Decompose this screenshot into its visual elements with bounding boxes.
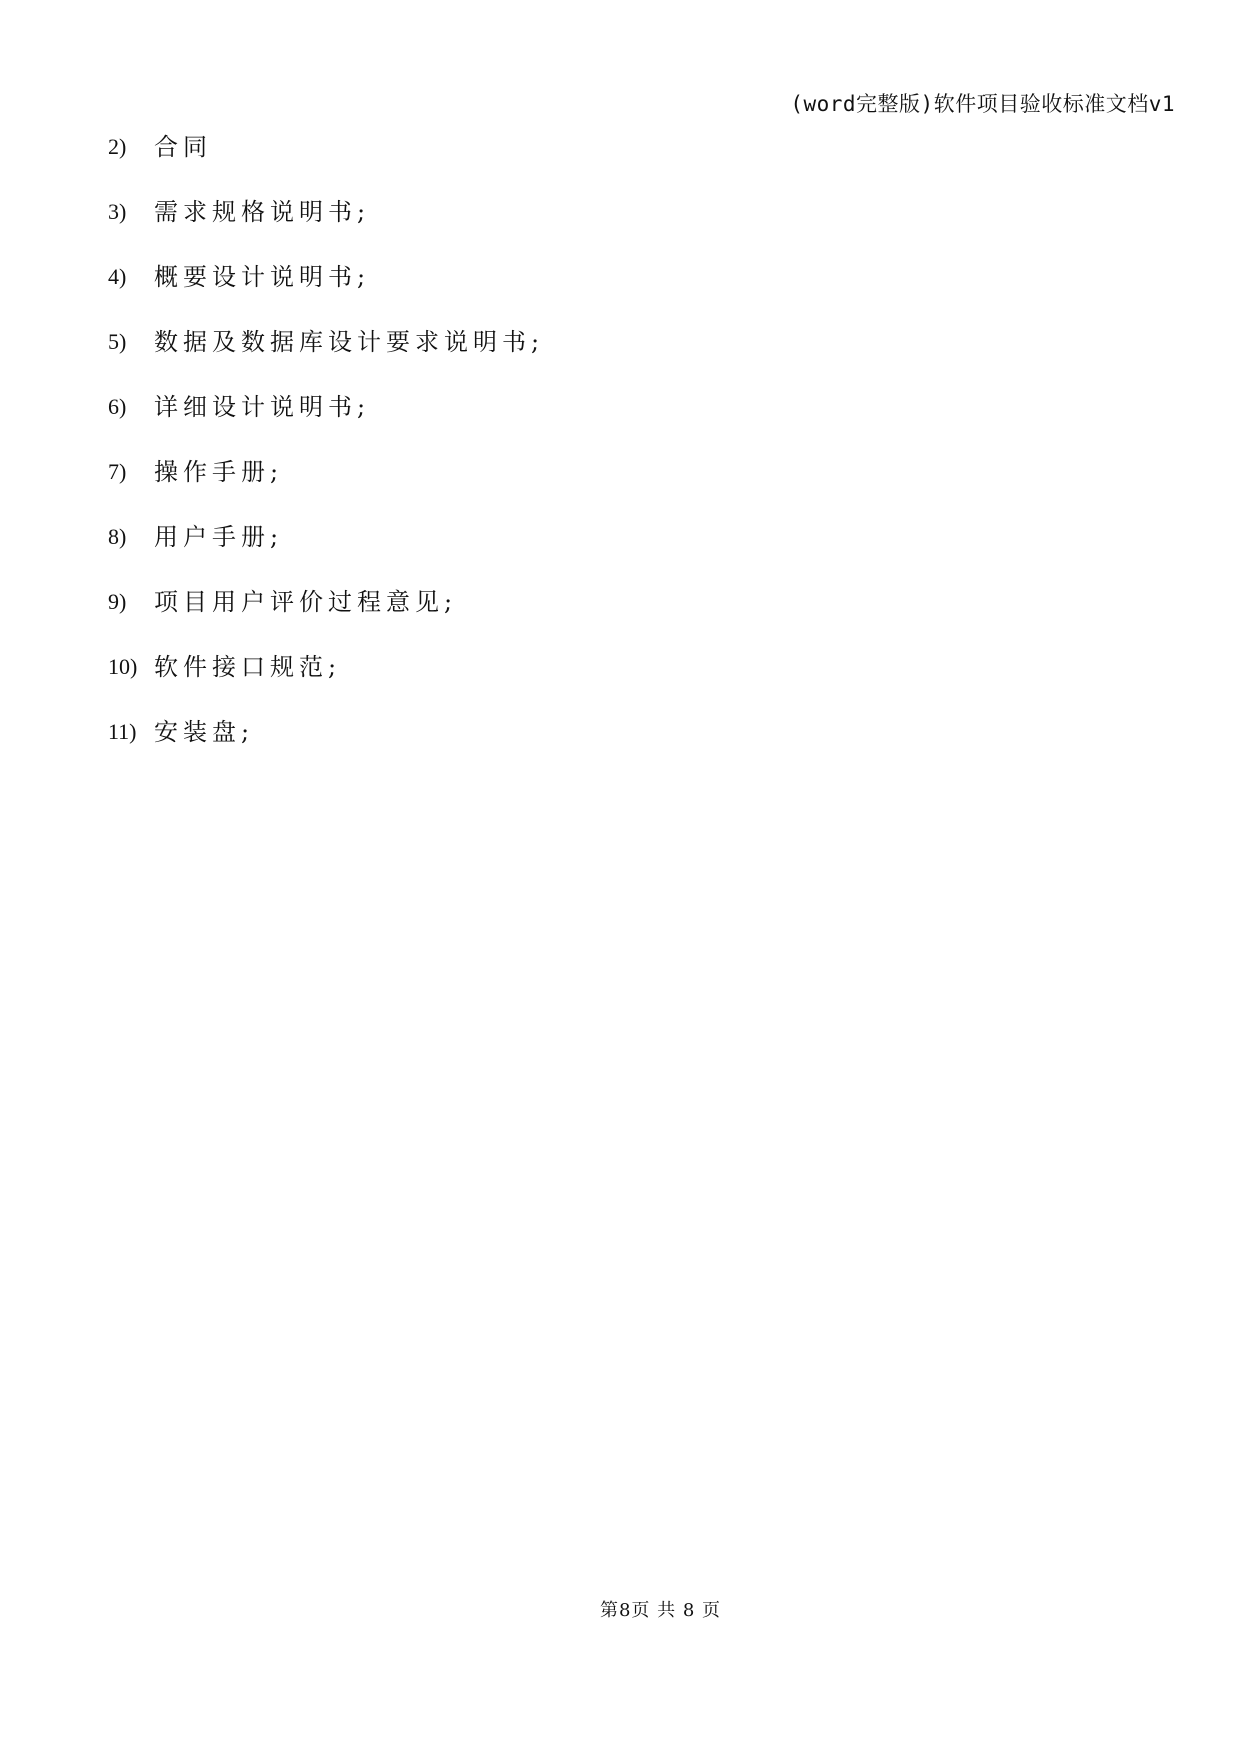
list-item-number: 8)	[108, 524, 127, 549]
list-item-number: 3)	[108, 199, 127, 224]
list-item-text: 合同	[154, 133, 212, 161]
list-item-text: 概要设计说明书;	[154, 263, 371, 291]
list-item-number: 4)	[108, 264, 127, 289]
list-item-text: 软件接口规范;	[154, 653, 342, 681]
list-item	[108, 715, 544, 780]
list-item	[108, 585, 544, 650]
list-item	[108, 650, 544, 715]
list-item	[108, 260, 544, 325]
list-item-text: 数据及数据库设计要求说明书;	[154, 328, 545, 356]
list-item	[108, 520, 544, 585]
list-item-number: 9)	[108, 589, 127, 614]
list-item-number: 2)	[108, 134, 127, 159]
list-item	[108, 455, 544, 520]
list-item-number: 5)	[108, 329, 127, 354]
deliverables-list	[108, 130, 544, 780]
page-number-footer: 第8页 共 8 页	[599, 1600, 722, 1621]
list-item-text: 详细设计说明书;	[154, 393, 371, 421]
list-item-text: 操作手册;	[154, 458, 284, 486]
list-item-text: 安装盘;	[154, 718, 255, 746]
list-item-text: 需求规格说明书;	[154, 198, 371, 226]
document-header-title: (word完整版)软件项目验收标准文档v1	[790, 92, 1175, 116]
list-item	[108, 195, 544, 260]
list-item	[108, 325, 544, 390]
list-item-number: 7)	[108, 459, 127, 484]
list-item	[108, 130, 544, 195]
list-item-number: 6)	[108, 394, 127, 419]
list-item-text: 用户手册;	[154, 523, 284, 551]
list-item-text: 项目用户评价过程意见;	[154, 588, 458, 616]
list-item-number: 10)	[108, 654, 138, 679]
list-item-number: 11)	[108, 719, 137, 744]
list-item	[108, 390, 544, 455]
